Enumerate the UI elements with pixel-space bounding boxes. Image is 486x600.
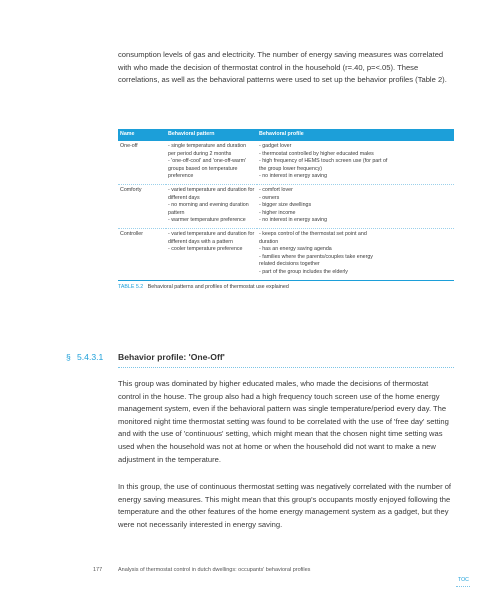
row-name-cell: Comforty — [118, 184, 166, 228]
profile-line: related decisions together — [259, 261, 320, 268]
pattern-line: different days with a pattern — [168, 238, 233, 245]
row-profile-cell — [257, 228, 454, 280]
pattern-line: pattern — [168, 209, 185, 216]
pattern-line: different days — [168, 194, 200, 201]
table-body — [118, 141, 454, 280]
section-divider — [118, 367, 454, 368]
toc-link[interactable]: TOC — [458, 577, 469, 583]
row-name-cell: One-off — [118, 141, 166, 184]
row-profile-cell — [257, 184, 454, 228]
profile-line: - part of the group includes the elderly — [259, 268, 348, 275]
profile-line: the group lower frequency) — [259, 165, 323, 172]
pattern-line: - 'one-off-cool' and 'one-off-warm' — [168, 158, 247, 165]
table-row — [118, 141, 454, 184]
header-name: Name — [118, 129, 166, 141]
row-pattern-cell — [166, 184, 257, 228]
profile-line: - no interest in energy saving — [259, 173, 328, 180]
behavior-table-container — [118, 129, 454, 290]
row-profile-cell — [257, 141, 454, 184]
pattern-line: - cooler temperature preference — [168, 246, 243, 253]
header-behavioral-pattern: Behavioral pattern — [166, 129, 257, 141]
profile-line: - comfort lover — [259, 186, 293, 193]
row-pattern-cell — [166, 141, 257, 184]
profile-line: duration — [259, 238, 279, 245]
profile-line: - higher income — [259, 209, 296, 216]
table-header-row — [118, 129, 454, 141]
row-name-cell: Controller — [118, 228, 166, 280]
profile-line: - keeps control of the thermostat set point and — [259, 230, 367, 237]
header-behavioral-profile: Behavioral profile — [257, 129, 454, 141]
section-symbol: § — [66, 352, 71, 362]
profile-line: - gadget lover — [259, 143, 292, 149]
toc-underline — [456, 586, 470, 587]
table-row — [118, 184, 454, 228]
profile-line: - families where the parents/couples take energy — [259, 253, 373, 260]
pattern-line: per period during 2 months — [168, 150, 232, 157]
intro-paragraph: consumption levels of gas and electricity. The number of energy saving measures was correlated with who made the decision of thermostat control in the household (r=.40, p=<.05). These correlations, as well as the behavioral patterns were used to set up the behavior profiles (Table 2). — [118, 50, 447, 85]
page-number: 177 — [93, 567, 103, 573]
pattern-line: - varied temperature and duration for — [168, 230, 255, 237]
profile-line: - high frequency of HEMS touch screen use (for part of — [259, 158, 388, 165]
body-paragraph: This group was dominated by higher educated males, who made the decisions of thermostat control in the house. The group also had a high frequency touch screen use of the home energy management system, even if the behavioral pattern was single temperature/period every day. The monitored night time thermostat setting was found to be correlated with the use of 'free day' setting and with the use of 'continuous' setting, which might mean that the chosen night time setting was used when the household was not at home or when the household did not want to make a new adjustment in the temperature. — [118, 379, 449, 464]
behavior-profiles-table — [118, 129, 454, 281]
section-number: 5.4.3.1 — [77, 352, 104, 362]
pattern-line: preference — [168, 173, 194, 180]
table-caption — [118, 284, 454, 290]
profile-line: - bigger size dwellings — [259, 202, 312, 209]
table-caption-label: TABLE 5.2 — [118, 283, 144, 290]
pattern-line: groups based on temperature — [168, 165, 238, 172]
pattern-line: - single temperature and duration — [168, 143, 247, 149]
profile-line: - thermostat controlled by higher educated males — [259, 150, 374, 157]
profile-line: - has an energy saving agenda — [259, 246, 332, 253]
running-title: Analysis of thermostat control in dutch dwellings: occupants' behavioral profiles — [118, 567, 311, 573]
table-caption-text: Behavioral patterns and profiles of thermostat use explained — [147, 283, 289, 290]
pattern-line: - varied temperature and duration for — [168, 186, 255, 193]
body-paragraph: In this group, the use of continuous thermostat setting was negatively correlated with the number of energy saving measures. This might mean that this group's occupants mostly enjoyed following the temperature and the other features of the home energy management system as a gadget, but they were not necessarily interested in energy saving. — [118, 482, 452, 529]
section-title: Behavior profile: 'One-Off' — [118, 352, 225, 362]
profile-line: - no interest in energy saving — [259, 217, 328, 224]
pattern-line: - warmer temperature preference — [168, 217, 246, 224]
row-pattern-cell — [166, 228, 257, 280]
profile-line: - owners — [259, 194, 280, 201]
table-row — [118, 228, 454, 280]
pattern-line: - no morning and evening duration — [168, 202, 249, 209]
